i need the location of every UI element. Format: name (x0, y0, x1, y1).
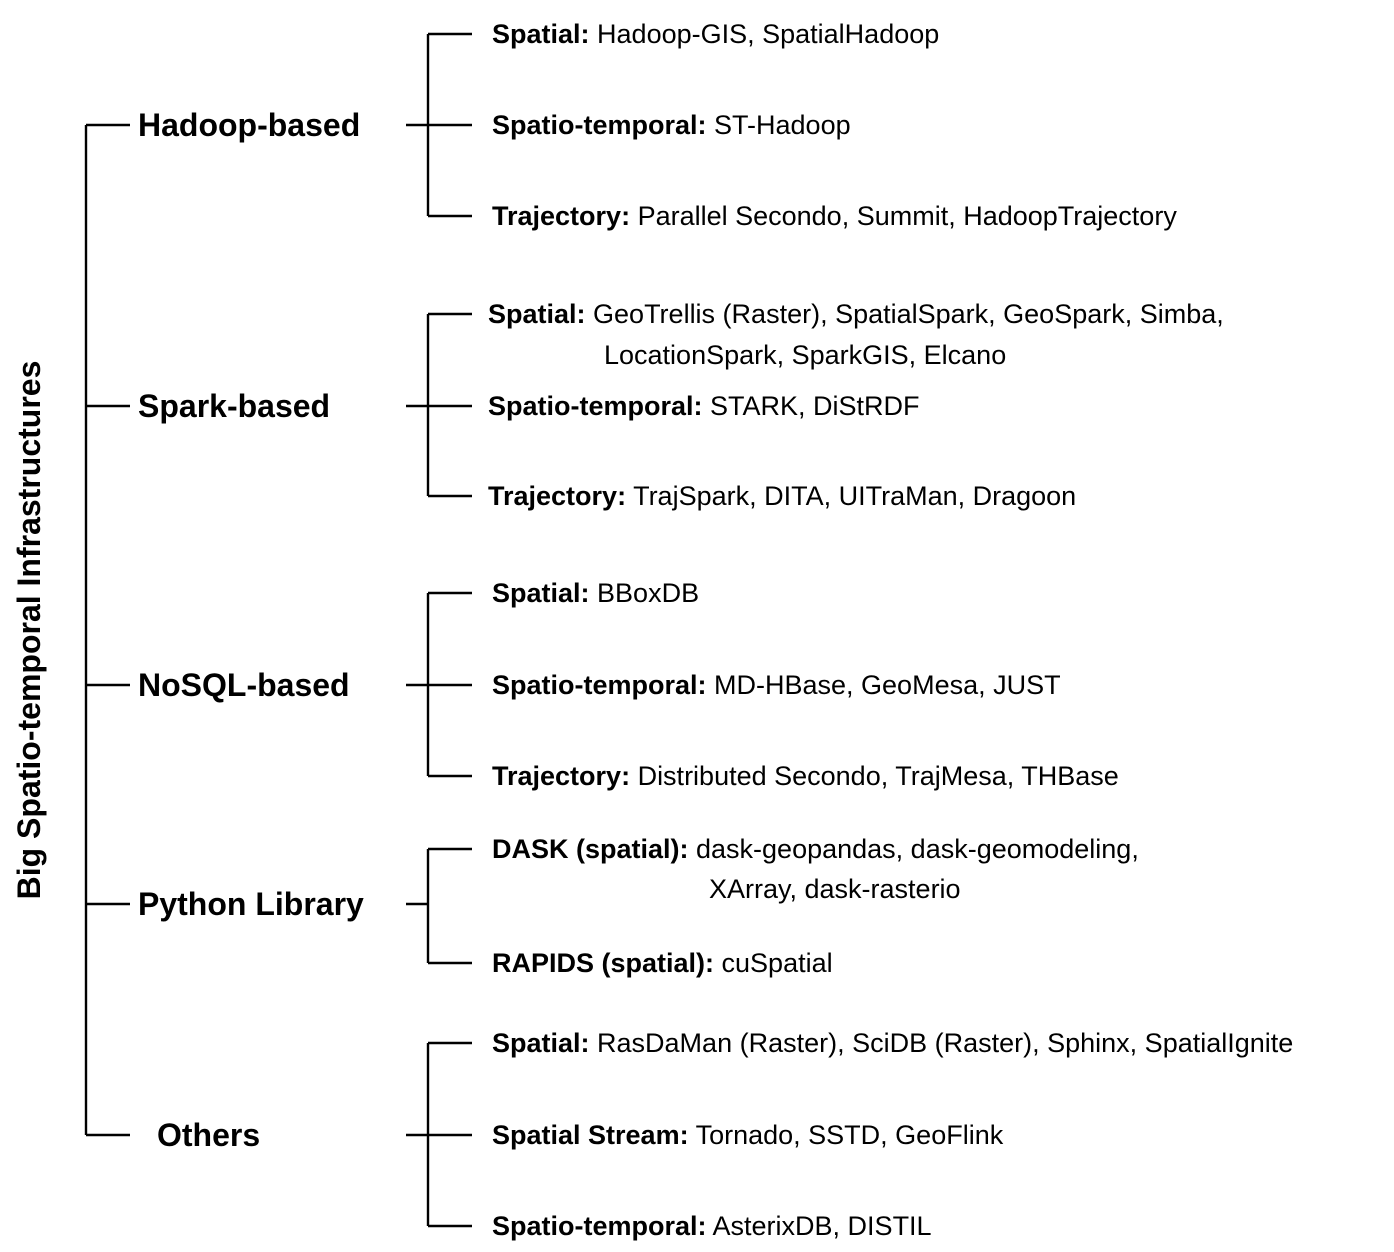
group-nosql (86, 578, 1119, 791)
leaf-items-continued: XArray, dask-rasterio (709, 874, 961, 904)
group-others (86, 1028, 1293, 1241)
leaf-category: DASK (spatial): (492, 834, 689, 864)
leaf-python-0 (492, 834, 1139, 864)
root-label: Big Spatio-temporal Infrastructures (11, 360, 47, 900)
leaf-items: TrajSpark, DITA, UITraMan, Dragoon (626, 481, 1077, 511)
leaf-items: BBoxDB (589, 578, 700, 608)
leaf-items: STARK, DiStRDF (702, 391, 920, 421)
leaf-category: Trajectory: (488, 481, 627, 511)
leaf-category: Spatial: (492, 19, 590, 49)
group-hadoop (86, 19, 1177, 231)
leaf-nosql-2 (492, 761, 1119, 791)
leaf-items: cuSpatial (714, 948, 833, 978)
leaf-items: Distributed Secondo, TrajMesa, THBase (630, 761, 1119, 791)
leaf-python-1 (492, 948, 833, 978)
leaf-nosql-1 (492, 670, 1061, 700)
leaf-hadoop-0 (492, 19, 939, 49)
group-label-python: Python Library (138, 886, 364, 922)
leaf-spark-0 (488, 299, 1224, 329)
groups-layer (86, 19, 1293, 1241)
group-spark (86, 299, 1224, 511)
group-python (86, 834, 1139, 978)
leaf-category: Trajectory: (492, 761, 631, 791)
leaf-hadoop-1 (492, 110, 851, 140)
leaf-category: Spatial Stream: (492, 1120, 689, 1150)
leaf-items: MD-HBase, GeoMesa, JUST (706, 670, 1061, 700)
leaf-nosql-0 (492, 578, 699, 608)
leaf-items: RasDaMan (Raster), SciDB (Raster), Sphinx, SpatialIgnite (589, 1028, 1294, 1058)
leaf-items: ST-Hadoop (706, 110, 851, 140)
leaf-others-1 (492, 1120, 1004, 1150)
leaf-items: GeoTrellis (Raster), SpatialSpark, GeoSpark, Simba, (585, 299, 1224, 329)
leaf-category: Spatio-temporal: (492, 670, 707, 700)
leaf-items-continued: LocationSpark, SparkGIS, Elcano (604, 340, 1007, 370)
leaf-category: RAPIDS (spatial): (492, 948, 715, 978)
leaf-category: Spatial: (492, 1028, 590, 1058)
group-label-spark: Spark-based (138, 388, 331, 424)
leaf-category: Spatio-temporal: (492, 1211, 707, 1241)
leaf-category: Spatial: (492, 578, 590, 608)
leaf-others-0 (492, 1028, 1293, 1058)
group-label-others: Others (157, 1117, 261, 1153)
leaf-items: Hadoop-GIS, SpatialHadoop (589, 19, 940, 49)
leaf-spark-2 (488, 481, 1076, 511)
leaf-spark-1 (488, 391, 920, 421)
leaf-items: AsterixDB, DISTIL (706, 1211, 932, 1241)
leaf-items: Tornado, SSTD, GeoFlink (688, 1120, 1004, 1150)
leaf-others-2 (492, 1211, 932, 1241)
leaf-items: Parallel Secondo, Summit, HadoopTrajectory (630, 201, 1177, 231)
leaf-items: dask-geopandas, dask-geomodeling, (688, 834, 1139, 864)
leaf-category: Trajectory: (492, 201, 631, 231)
group-label-nosql: NoSQL-based (138, 667, 350, 703)
leaf-hadoop-2 (492, 201, 1177, 231)
leaf-category: Spatial: (488, 299, 586, 329)
leaf-category: Spatio-temporal: (488, 391, 703, 421)
leaf-category: Spatio-temporal: (492, 110, 707, 140)
group-label-hadoop: Hadoop-based (138, 107, 361, 143)
